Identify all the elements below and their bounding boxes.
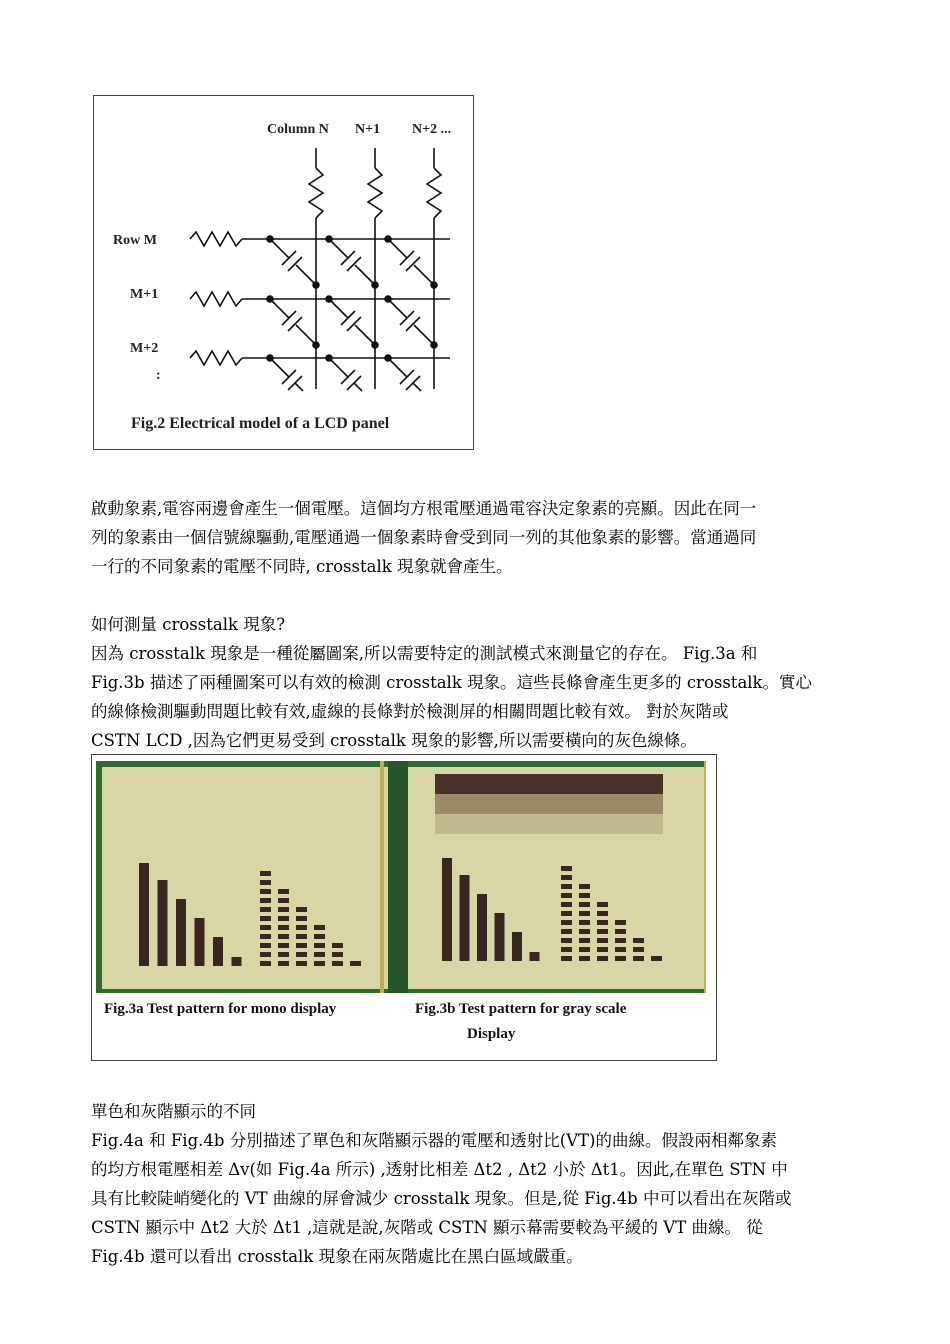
dotted-bar-segment [260, 952, 271, 957]
text-line: CSTN LCD ,因為它們更易受到 crosstalk 現象的影響,所以需要橫向的灰色線條。 [91, 731, 697, 750]
dotted-bar-segment [260, 880, 271, 885]
text-line: 因為 crosstalk 現象是一種從屬圖案,所以需要特定的測試模式來測量它的存在。 Fig.3a 和 [91, 644, 758, 663]
dotted-bar-segment [296, 907, 307, 912]
text-line: Fig.4b 還可以看出 crosstalk 現象在兩灰階處比在黑白區域嚴重。 [91, 1247, 583, 1266]
capacitor-lead [354, 383, 362, 391]
dotted-bar-segment [561, 911, 572, 916]
capacitor-lead [329, 358, 348, 377]
solid-bar [512, 932, 522, 961]
dotted-bar-segment [561, 920, 572, 925]
dotted-bar-segment [260, 943, 271, 948]
dotted-bar-segment [314, 961, 325, 966]
dotted-bar-segment [296, 952, 307, 957]
row-resistor [190, 351, 242, 365]
dotted-bar-segment [296, 934, 307, 939]
dotted-bar-segment [278, 907, 289, 912]
solid-bar [495, 913, 505, 961]
dotted-bar-segment [579, 938, 590, 943]
dotted-bar-segment [579, 920, 590, 925]
column-label-n1: N+1 [355, 122, 381, 137]
dotted-bar-segment [260, 934, 271, 939]
column-resistor [427, 168, 441, 218]
dotted-bar-segment [314, 934, 325, 939]
capacitor-lead [355, 265, 375, 285]
dotted-bar-segment [260, 961, 271, 966]
dotted-bar-segment [260, 925, 271, 930]
dotted-bar-segment [260, 898, 271, 903]
capacitor-lead [329, 299, 348, 318]
light-gray-band [435, 814, 663, 834]
text-line: 啟動象素,電容兩邊會產生一個電壓。這個均方根電壓通過電容決定象素的亮顯。因此在同一 [91, 499, 757, 518]
capacitor-lead [295, 383, 303, 391]
figure-3b-caption-continued: Display [467, 1026, 516, 1042]
section-heading: 如何測量 crosstalk 現象? [91, 615, 286, 634]
capacitor-lead [270, 358, 289, 377]
figure-2-caption: Fig.2 Electrical model of a LCD panel [131, 415, 390, 432]
dotted-bar-segment [260, 916, 271, 921]
figure-3a-caption: Fig.3a Test pattern for mono display [104, 1001, 337, 1017]
solid-bar [176, 899, 186, 966]
dotted-bar-segment [633, 956, 644, 961]
dotted-bar-segment [597, 929, 608, 934]
mono-vs-gray-paragraph [91, 1097, 863, 1271]
dotted-bar-segment [278, 934, 289, 939]
dotted-bar-segment [278, 961, 289, 966]
capacitor-lead [414, 265, 434, 285]
solid-bar [232, 957, 242, 966]
dotted-bar-segment [597, 920, 608, 925]
solid-bar [530, 952, 540, 961]
text-line: Fig.3b 描述了兩種圖案可以有效的檢測 crosstalk 現象。這些長條會產生更多的 crosstalk。實心 [91, 673, 813, 692]
capacitor-lead [296, 265, 316, 285]
mid-gray-band [435, 794, 663, 814]
dotted-bar-segment [278, 898, 289, 903]
dotted-bar-segment [561, 956, 572, 961]
dotted-bar-segment [278, 943, 289, 948]
column-resistor [309, 168, 323, 218]
dotted-bar-segment [597, 911, 608, 916]
dotted-bar-segment [561, 893, 572, 898]
intro-paragraph [91, 494, 863, 581]
capacitor-lead [414, 325, 434, 345]
dotted-bar-segment [561, 884, 572, 889]
dotted-bar-segment [561, 929, 572, 934]
text-line: 的均方根電壓相差 Δv(如 Fig.4a 所示) ,透射比相差 Δt2 , Δt2 小於 Δt1。因此,在單色 STN 中 [91, 1160, 788, 1179]
dotted-bar-segment [561, 866, 572, 871]
dotted-bar-segment [332, 952, 343, 957]
solid-bar [477, 894, 487, 961]
crosstalk-measurement-paragraph [91, 610, 863, 755]
solid-bar [139, 863, 149, 966]
dotted-bar-segment [260, 907, 271, 912]
capacitor-lead [388, 299, 407, 318]
dotted-bar-segment [296, 961, 307, 966]
column-label-n2: N+2 ... [412, 122, 452, 137]
capacitor-lead [388, 239, 407, 258]
dotted-bar-segment [579, 929, 590, 934]
solid-bar [460, 875, 470, 961]
dotted-bar-segment [260, 871, 271, 876]
dotted-bar-segment [278, 952, 289, 957]
capacitor-lead [355, 325, 375, 345]
dotted-bar-segment [633, 938, 644, 943]
continuation-dots: : [156, 368, 161, 383]
row-resistor [190, 292, 242, 306]
dotted-bar-segment [278, 916, 289, 921]
dotted-bar-segment [633, 947, 644, 952]
capacitor-lead [270, 239, 289, 258]
dotted-bar-segment [579, 911, 590, 916]
dotted-bar-segment [296, 943, 307, 948]
solid-bar [195, 918, 205, 966]
section-heading: 單色和灰階顯示的不同 [91, 1102, 256, 1121]
dotted-bar-segment [615, 938, 626, 943]
row-label-m2: M+2 [130, 341, 159, 356]
dotted-bar-segment [579, 956, 590, 961]
dotted-bar-segment [615, 947, 626, 952]
capacitor-lead [296, 325, 316, 345]
dotted-bar-segment [561, 938, 572, 943]
capacitor-lead [270, 299, 289, 318]
row-resistor [190, 232, 242, 246]
dotted-bar-segment [296, 925, 307, 930]
capacitor-lead [329, 239, 348, 258]
dotted-bar-segment [579, 884, 590, 889]
dark-gray-band [435, 774, 663, 794]
dotted-bar-segment [561, 947, 572, 952]
solid-bar [213, 937, 223, 966]
solid-bar [442, 858, 452, 961]
dotted-bar-segment [597, 956, 608, 961]
dotted-bar-segment [579, 902, 590, 907]
text-line: 列的象素由一個信號線驅動,電壓通過一個象素時會受到同一列的其他象素的影響。當通過同 [91, 528, 757, 547]
dotted-bar-segment [278, 889, 289, 894]
dotted-bar-segment [615, 929, 626, 934]
text-line: CSTN 顯示中 Δt2 大於 Δt1 ,這就是說,灰階或 CSTN 顯示幕需要較為平緩的 VT 曲線。 從 [91, 1218, 763, 1237]
dotted-bar-segment [296, 916, 307, 921]
dotted-bar-segment [597, 938, 608, 943]
column-label-n: Column N [267, 122, 329, 137]
dotted-bar-segment [314, 952, 325, 957]
figure-2-lcd-electrical-model [93, 95, 474, 450]
figure-3b-caption: Fig.3b Test pattern for gray scale [415, 1001, 627, 1017]
capacitor-lead [388, 358, 407, 377]
text-line: 具有比較陡峭變化的 VT 曲線的屏會減少 crosstalk 現象。但是,從 Fig.4b 中可以看出在灰階或 [91, 1189, 792, 1208]
dotted-bar-segment [314, 943, 325, 948]
dotted-bar-segment [332, 961, 343, 966]
dotted-bar-segment [651, 956, 662, 961]
text-line: 的線條檢測驅動問題比較有效,虛線的長條對於檢測屏的相關問題比較有效。 對於灰階或 [91, 702, 729, 721]
dotted-bar-segment [314, 925, 325, 930]
dotted-bar-segment [561, 902, 572, 907]
dotted-bar-segment [278, 925, 289, 930]
dotted-bar-segment [260, 889, 271, 894]
figure-3-test-patterns [91, 754, 717, 1061]
dotted-bar-segment [597, 947, 608, 952]
dotted-bar-segment [615, 956, 626, 961]
solid-bar [158, 880, 168, 966]
row-label-m1: M+1 [130, 287, 159, 302]
text-line: 一行的不同象素的電壓不同時, crosstalk 現象就會產生。 [91, 557, 513, 576]
dotted-bar-segment [561, 875, 572, 880]
column-resistor [368, 168, 382, 218]
capacitor-lead [413, 383, 421, 391]
lcd-circuit-diagram [94, 96, 475, 451]
dotted-bar-segment [615, 920, 626, 925]
dotted-bar-segment [579, 893, 590, 898]
dotted-bar-segment [350, 961, 361, 966]
row-label-m: Row M [113, 233, 157, 248]
text-line: Fig.4a 和 Fig.4b 分別描述了單色和灰階顯示器的電壓和透射比(VT)的曲線。假設兩相鄰象素 [91, 1131, 777, 1150]
dotted-bar-segment [332, 943, 343, 948]
dotted-bar-segment [597, 902, 608, 907]
dotted-bar-segment [579, 947, 590, 952]
